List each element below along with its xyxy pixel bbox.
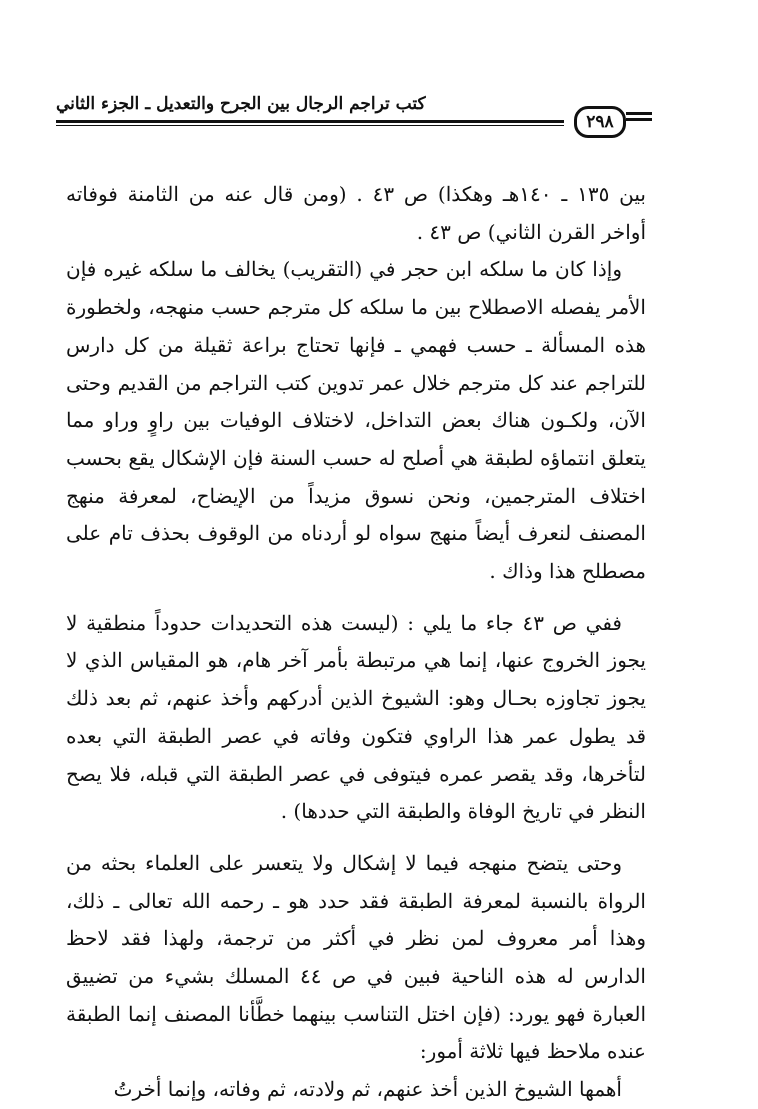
paragraph-continuation: بين ١٣٥ ـ ١٤٠هـ وهكذا) ص ٤٣ . (ومن قال عنه من الثامنة فوفاته أواخر القرن الثاني) ص ٤٣ . — [66, 182, 646, 244]
running-title: كتب تراجم الرجال بين الجرح والتعديل ـ الجزء الثاني — [56, 94, 426, 114]
page-number: ٢٩٨ — [574, 106, 626, 138]
paragraph: أهمها الشيوخ الذين أخذ عنهم، ثم ولادته، ثم وفاته، وإنما أخرتُ — [113, 1077, 622, 1102]
header-ornament — [626, 112, 652, 126]
paragraph: وإذا كان ما سلكه ابن حجر في (التقريب) يخالف ما سلكه غيره فإن الأمر يفصله الاصطلاح بين ما سلكه كل مترجم حسب منهجه، ولخطورة هذه المسألة ـ حسب فهمي ـ فإنها تحتاج براعة ثقيلة من كل دارس للتراجم عند كل مترجم خلال عمر تدوين كتب التراجم من القديم وحتى الآن، ولكـون هناك بعض التداخل، لاختلاف الوفيات بين راوٍ وراو مما يتعلق انتماؤه لطبقة هي أصلح له حسب السنة فإن الإشكال يقع بحسب اختلاف المترجمين، ونحن نسوق مزيداً من الإيضاح، لمعرفة منهج المصنف لنعرف أيضاً منهج سواه لو أردناه من الوقوف بحذف تام على مصطلح هذا وذاك . — [66, 257, 646, 584]
page-header — [56, 88, 650, 134]
page-body — [66, 176, 646, 1109]
paragraph-quote: ففي ص ٤٣ جاء ما يلي : (ليست هذه التحديدات حدوداً منطقية لا يجوز الخروج عنها، إنما هي مرتبطة بأمر آخر هام، هو المقياس الذي لا يجوز تجاوزه بحـال وهو: الشيوخ الذين أدركهم وأخذ عنهم، ثم بعد ذلك قد يطول عمر هذا الراوي فتكون وفاته في عصر الطبقة التي بعده لتأخرها، وقد يقصر عمره فيتوفى في عصر الطبقة التي قبله، فلا يصح النظر في تاريخ الوفاة والطبقة التي حددها) . — [66, 610, 646, 824]
paragraph: وحتى يتضح منهجه فيما لا إشكال ولا يتعسر على العلماء بحثه من الرواة بالنسبة لمعرفة الطبقة فقد حدد هو ـ رحمه الله تعالى ـ ذلك، وهذا أمر معروف لمن نظر في أكثر من ترجمة، ولهذا فقد لاحظ الدارس له هذه الناحية فبين في ص ٤٤ المسلك بشيء من تضييق العبارة فهو يورد: (فإن اختل التناسب بينهما خطَّأنا المصنف إنما الطبقة عنده ملاحظ فيها ثلاثة أمور: — [66, 850, 646, 1064]
header-rule — [56, 120, 564, 126]
